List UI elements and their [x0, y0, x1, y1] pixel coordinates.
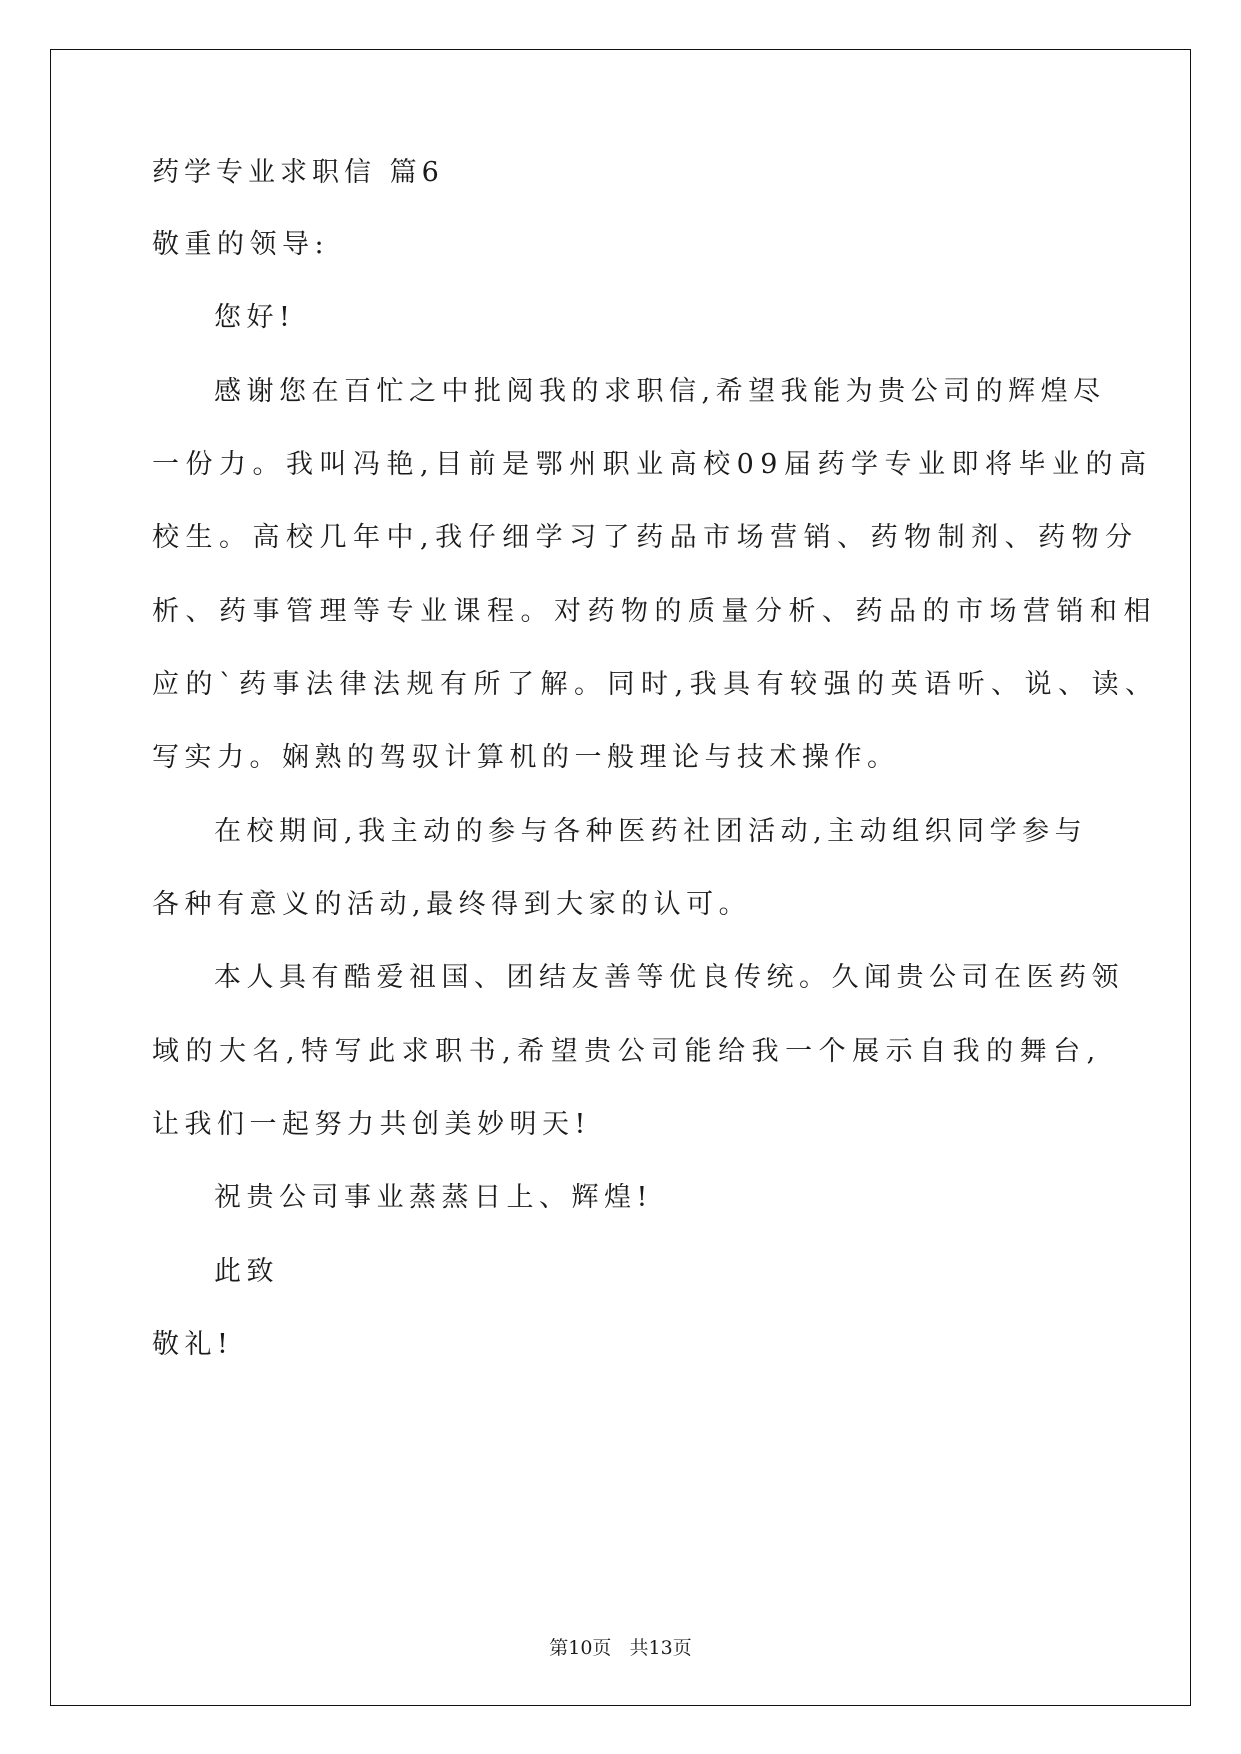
para1-line6: 写实力。娴熟的驾驭计算机的一般理论与技术操作。	[152, 742, 900, 773]
closing-cizhi: 此致	[214, 1256, 279, 1287]
para2-line2: 各种有意义的活动,最终得到大家的认可。	[152, 889, 752, 920]
para1-line1: 感谢您在百忙之中批阅我的求职信,希望我能为贵公司的辉煌尽	[214, 376, 1106, 407]
para1-line4: 析、药事管理等专业课程。对药物的质量分析、药品的市场营销和相	[152, 596, 1157, 627]
para1-line5: 应的`药事法律法规有所了解。同时,我具有较强的英语听、说、读、	[152, 669, 1159, 700]
closing-jingli: 敬礼!	[152, 1329, 234, 1360]
page-border	[50, 49, 1191, 1706]
greeting: 您好!	[214, 302, 296, 333]
para3-line2: 域的大名,特写此求职书,希望贵公司能给我一个展示自我的舞台,	[152, 1036, 1102, 1067]
para3-line1: 本人具有酷爱祖国、团结友善等优良传统。久闻贵公司在医药领	[214, 962, 1124, 993]
para3-line3: 让我们一起努力共创美妙明天!	[152, 1109, 591, 1140]
para1-line3: 校生。高校几年中,我仔细学习了药品市场营销、药物制剂、药物分	[152, 522, 1139, 553]
page-footer: 第10页 共13页	[549, 1637, 692, 1659]
wish-line: 祝贵公司事业蒸蒸日上、辉煌!	[214, 1182, 653, 1213]
document-title: 药学专业求职信 篇6	[152, 157, 444, 188]
salutation: 敬重的领导:	[152, 229, 330, 260]
para1-line2: 一份力。我叫冯艳,目前是鄂州职业高校09届药学专业即将毕业的高	[152, 449, 1153, 480]
para2-line1: 在校期间,我主动的参与各种医药社团活动,主动组织同学参与	[214, 816, 1088, 847]
